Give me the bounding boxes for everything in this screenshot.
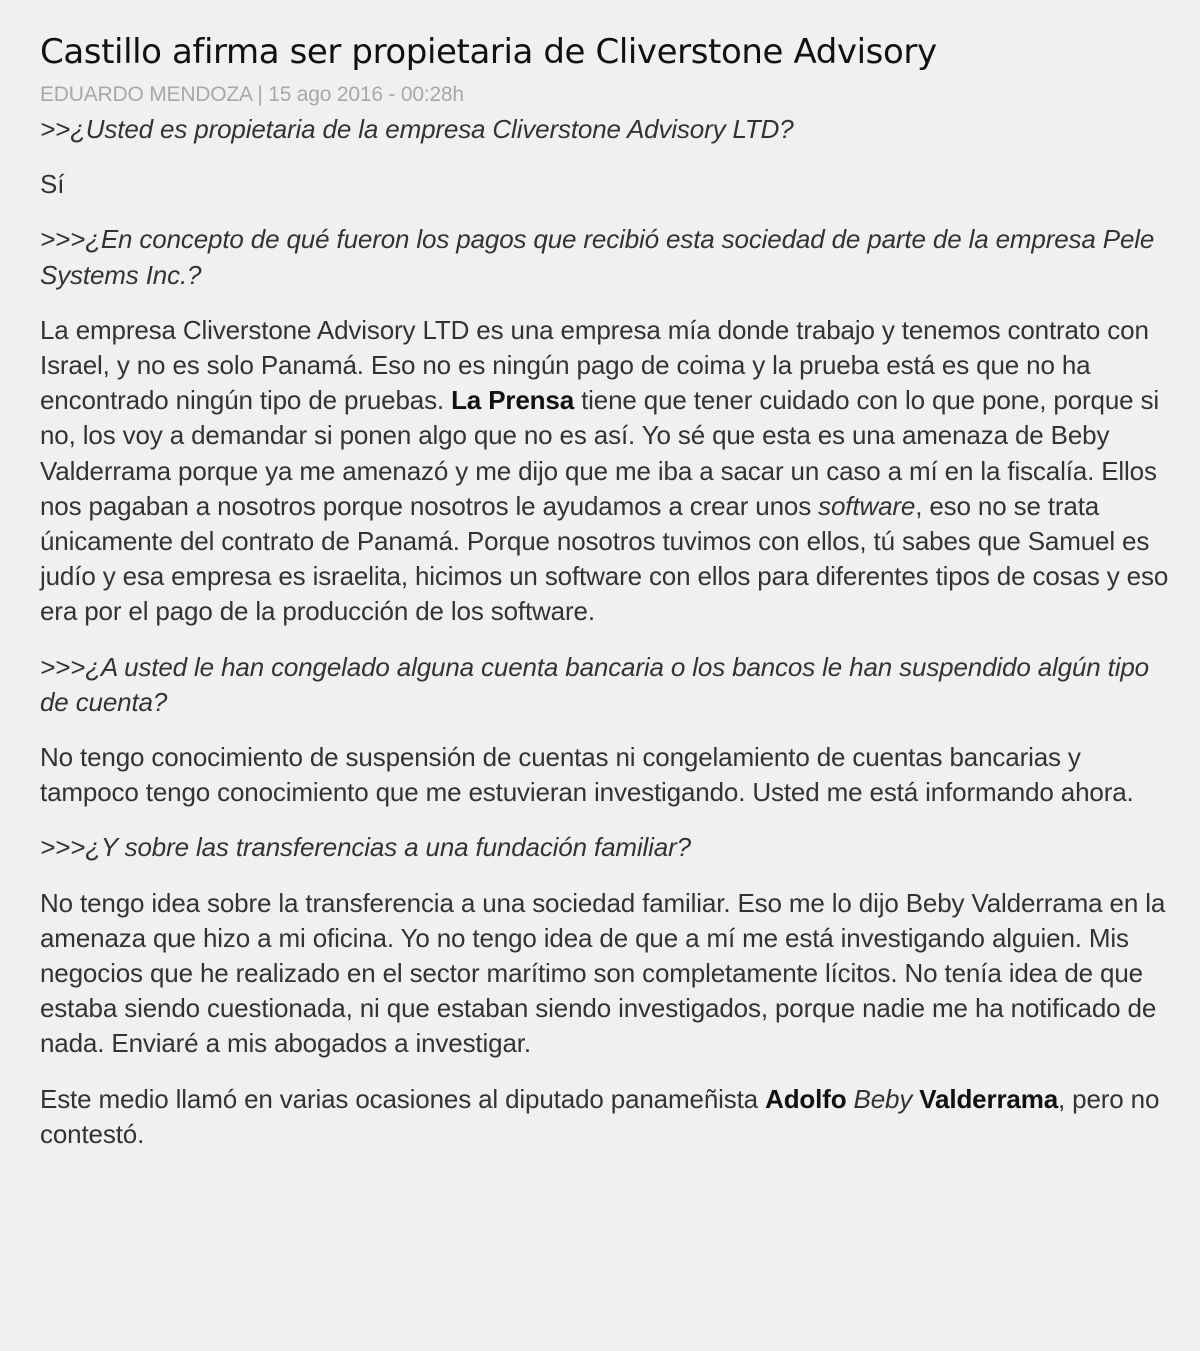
article xyxy=(40,26,1170,1172)
interview-answer-4: No tengo idea sobre la transferencia a una sociedad familiar. Eso me lo dijo Beby Valderrama en la amenaza que hizo a mi oficina. Yo no tengo idea de que a mí me está investigando alguien. Mis negocios que he realizado en el sector marítimo son completamente lícitos. No tenía idea de que estaba siendo cuestionada, ni que estaban siendo investigados, porque nadie me ha notificado de nada. Enviaré a mis abogados a investigar. xyxy=(40,887,1166,1059)
closing-text-part-2: , pero no contestó. xyxy=(40,1083,1160,1149)
answer-2-text-part-2: tiene que tener cuidado con lo que pone, porque si no, los voy a demandar si ponen algo que no es así. Yo sé que esta es una amenaza de Beby Valderrama porque ya me amenazó y me dijo que me iba a sacar un caso a mí en la fiscalía. Ellos nos pagaban a nosotros porque nosotros le ayudamos a crear unos xyxy=(40,385,1160,521)
interview-answer-2 xyxy=(40,313,1170,630)
byline-separator: | xyxy=(251,83,269,106)
interview-question-4: >>>¿Y sobre las transferencias a una fundación familiar? xyxy=(40,832,691,863)
software-italic: software xyxy=(818,490,916,521)
byline xyxy=(40,80,1170,110)
beby-italic: Beby xyxy=(853,1083,913,1114)
interview-answer-1: Sí xyxy=(40,169,65,200)
interview-answer-3: No tengo conocimiento de suspensión de cuentas ni congelamiento de cuentas bancarias y tampoco tengo conocimiento que me estuvieran investigando. Usted me está informando ahora. xyxy=(40,742,1134,808)
interview-question-3: >>>¿A usted le han congelado alguna cuenta bancaria o los bancos le han suspendido algún tipo de cuenta? xyxy=(40,651,1149,717)
space xyxy=(846,1084,853,1114)
article-title: Castillo afirma ser propietaria de Cliverstone Advisory xyxy=(40,32,937,72)
answer-2-text-part-1: La empresa Cliverstone Advisory LTD es una empresa mía donde trabajo y tenemos contrato con Israel, y no es solo Panamá. Eso no es ningún pago de coima y la prueba está es que no ha encontrado ningún tipo de pruebas. xyxy=(40,314,1149,416)
closing-text-part-1: Este medio llamó en varias ocasiones al diputado panameñista xyxy=(40,1083,766,1114)
interview-question-2: >>>¿En concepto de qué fueron los pagos que recibió esta sociedad de parte de la empresa Pele Systems Inc.? xyxy=(40,224,1155,290)
valderrama-bold: Valderrama xyxy=(919,1083,1059,1114)
answer-2-text-part-3: , eso no se trata únicamente del contrato de Panamá. Porque nosotros tuvimos con ellos, tú sabes que Samuel es judío y esa empresa es israelita, hicimos un software con ellos para diferentes tipos de cosas y eso era por el pago de la producción de los software. xyxy=(40,490,1169,627)
closing-paragraph xyxy=(40,1082,1170,1152)
adolfo-bold: Adolfo xyxy=(765,1083,847,1114)
la-prensa-bold: La Prensa xyxy=(451,385,575,416)
interview-question-1: >>¿Usted es propietaria de la empresa Cliverstone Advisory LTD? xyxy=(40,114,794,144)
publish-datetime: 15 ago 2016 - 00:28h xyxy=(268,83,464,106)
author-name[interactable]: EDUARDO MENDOZA xyxy=(40,83,252,106)
